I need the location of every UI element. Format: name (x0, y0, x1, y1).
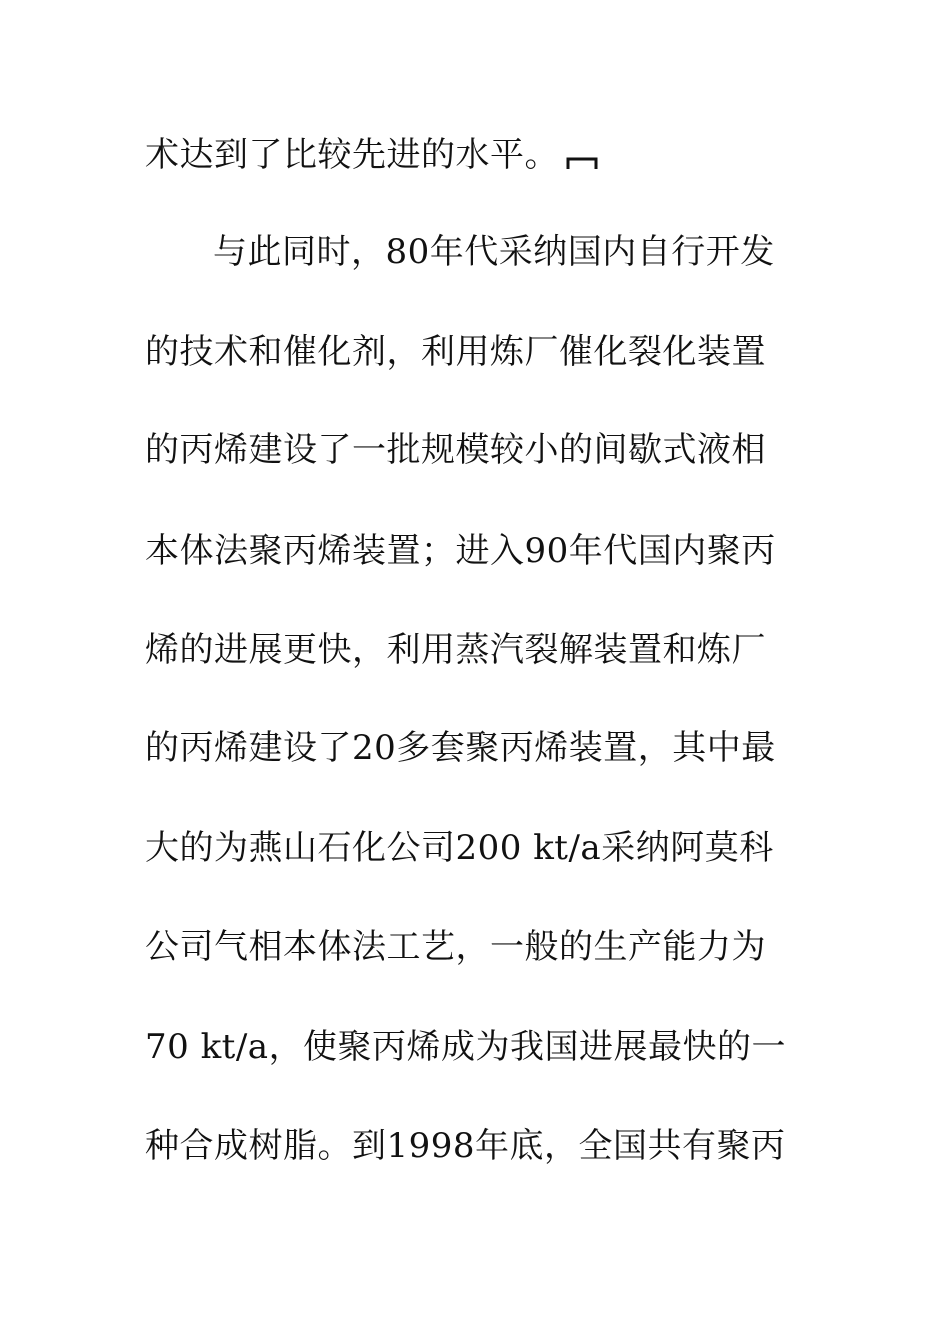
text-line-5: 本体法聚丙烯装置；进入90年代国内聚丙 (145, 531, 776, 571)
text-line-2: 与此同时，80年代采纳国内自行开发 (213, 232, 775, 272)
text-line-3: 的技术和催化剂，利用炼厂催化裂化装置 (145, 332, 766, 372)
text-line-11: 种合成树脂。到1998年底，全国共有聚丙 (145, 1126, 786, 1166)
editor-mark-icon (566, 154, 598, 170)
text-line-10: 70 kt/a，使聚丙烯成为我国进展最快的一 (145, 1027, 787, 1067)
text-line-1: 术达到了比较先进的水平。 (145, 135, 559, 175)
text-line-6: 烯的进展更快，利用蒸汽裂解装置和炼厂 (145, 630, 766, 670)
text-line-4: 的丙烯建设了一批规模较小的间歇式液相 (145, 430, 766, 470)
text-line-8: 大的为燕山石化公司200 kt/a采纳阿莫科 (145, 828, 774, 868)
text-line-9: 公司气相本体法工艺，一般的生产能力为 (145, 927, 766, 967)
text-line-7: 的丙烯建设了20多套聚丙烯装置，其中最 (145, 728, 776, 768)
